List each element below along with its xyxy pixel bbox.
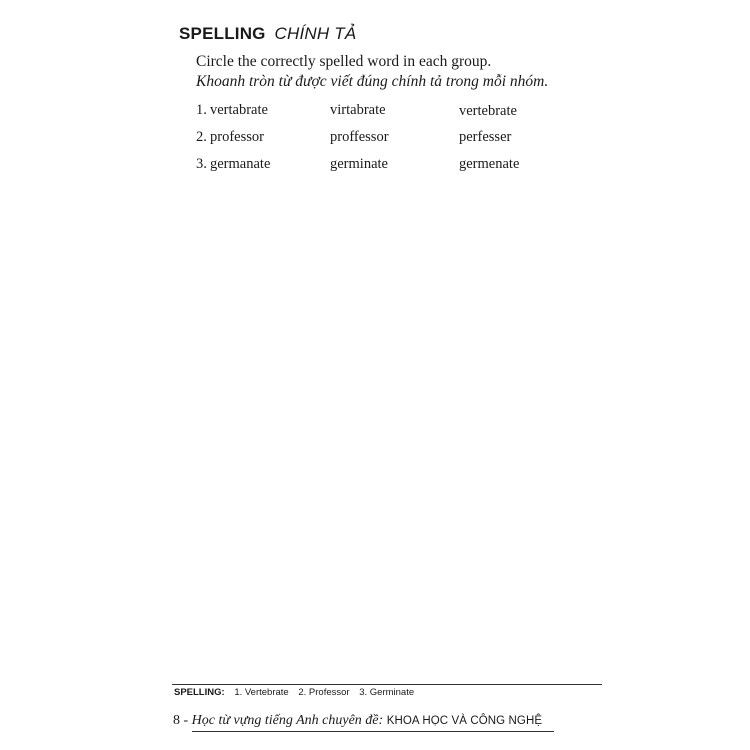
footer-divider <box>192 731 554 732</box>
answer-divider <box>172 684 602 685</box>
answer-key-label: SPELLING: <box>174 687 225 698</box>
section-title-vi: CHÍNH TẢ <box>274 24 357 43</box>
word-option: proffessor <box>330 129 389 145</box>
group-number: 1. <box>196 102 207 118</box>
word-group-row <box>196 156 576 183</box>
answer-item: 1. Vertebrate <box>234 687 289 698</box>
word-group-row <box>196 129 576 156</box>
instructions <box>196 52 548 92</box>
answer-key <box>174 687 414 698</box>
word-option: perfesser <box>459 129 512 145</box>
group-number: 3. <box>196 156 207 172</box>
word-groups <box>196 102 576 183</box>
answer-item: 2. Professor <box>298 687 350 698</box>
section-heading <box>179 24 356 44</box>
word-option: professor <box>210 129 264 145</box>
group-number: 2. <box>196 129 207 145</box>
answer-item: 3. Germinate <box>359 687 415 698</box>
page-footer <box>173 713 542 729</box>
book-title: Học từ vựng tiếng Anh chuyên đề: <box>191 713 384 728</box>
word-group-row <box>196 102 576 129</box>
word-option: virtabrate <box>330 102 386 118</box>
book-topic: KHOA HỌC VÀ CÔNG NGHỆ <box>386 715 543 727</box>
word-option: vertebrate <box>459 103 517 119</box>
word-option: germinate <box>330 156 388 172</box>
word-option: germanate <box>210 156 271 172</box>
word-option: germenate <box>459 156 520 172</box>
word-option: vertabrate <box>210 102 268 118</box>
section-title-en: SPELLING <box>179 24 266 43</box>
instruction-en: Circle the correctly spelled word in each group. <box>196 53 492 70</box>
page-number: 8 - <box>173 713 189 728</box>
instruction-vi: Khoanh tròn từ được viết đúng chính tả trong mỗi nhóm. <box>196 73 549 90</box>
